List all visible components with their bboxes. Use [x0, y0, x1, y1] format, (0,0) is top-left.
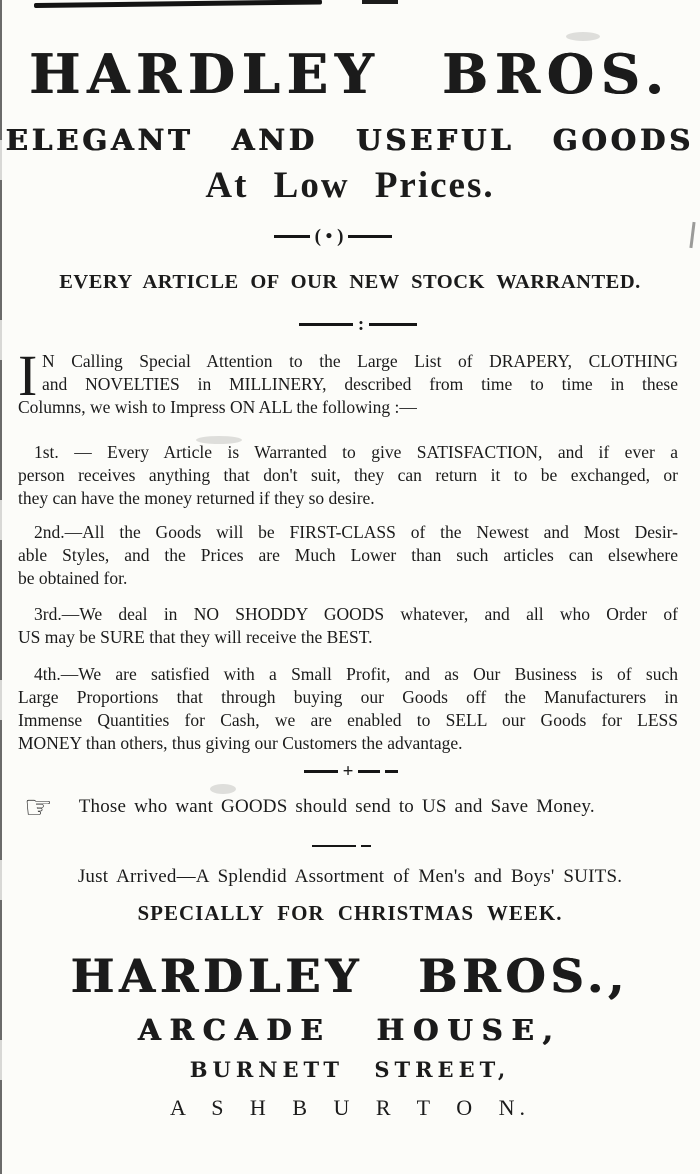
point-line: MONEY than others, thus giving our Customers the advantage.: [18, 733, 463, 753]
manicule-notice: [24, 788, 674, 826]
point-line: be obtained for.: [18, 568, 128, 588]
drop-cap: I: [18, 343, 38, 408]
intro-line: and NOVELTIES in MILLINERY, described from time to time in these: [42, 374, 678, 394]
footer-advertiser-name: HARDLEY BROS.,: [70, 949, 630, 1003]
rule-plus-symbol: +: [342, 761, 354, 782]
footer-building-name: ARCADE HOUSE,: [138, 1013, 562, 1047]
point-3-paragraph: [18, 603, 678, 649]
ornamental-rule-plus: [296, 762, 406, 781]
rule-colon-symbol: :: [357, 314, 365, 335]
rule-line: [274, 235, 310, 238]
ornamental-rule-dot: [268, 227, 398, 246]
rule-line: [348, 235, 392, 238]
rule-line: [369, 323, 417, 326]
intro-line: Columns, we wish to Impress ON ALL the following :—: [18, 397, 417, 417]
rule-line: [299, 323, 353, 326]
point-line: Large Proportions that through buying our Goods off the Manufacturers in: [18, 687, 678, 707]
point-line: 1st. — Every Article is Warranted to give SATISFACTION, and if ever a: [34, 442, 678, 462]
point-2-paragraph: [18, 521, 678, 590]
footer-street-name: BURNETT STREET,: [189, 1057, 511, 1082]
low-prices-tagline: At Low Prices.: [205, 165, 495, 206]
print-smudge: [566, 32, 600, 41]
christmas-week-line: SPECIALLY FOR CHRISTMAS WEEK.: [137, 901, 563, 925]
footer-town-name: A S H B U R T O N.: [170, 1095, 530, 1120]
ornamental-rule-colon: [296, 315, 420, 334]
rule-line: [304, 770, 338, 773]
top-rule: [34, 0, 322, 8]
point-line: 4th.—We are satisfied with a Small Profit, and as Our Business is of such: [34, 664, 678, 684]
rule-line: [361, 845, 371, 847]
scan-mark-right: [689, 222, 695, 248]
intro-line: N Calling Special Attention to the Large List of DRAPERY, CLOTHING: [42, 351, 678, 371]
point-line: able Styles, and the Prices are Much Lower than such articles can elsewhere: [18, 545, 678, 565]
point-line: 3rd.—We deal in NO SHODDY GOODS whatever, and all who Order of: [34, 604, 678, 624]
intro-paragraph: [18, 343, 678, 419]
rule-line: [312, 845, 356, 847]
warranty-line: EVERY ARTICLE OF OUR NEW STOCK WARRANTED.: [59, 271, 641, 293]
advertiser-name-headline: HARDLEY BROS.: [29, 42, 671, 106]
notice-text: Those who want GOODS should send to US and Save Money.: [78, 796, 595, 817]
point-4-paragraph: [18, 663, 678, 755]
point-line: Immense Quantities for Cash, we are enabled to SELL our Goods for LESS: [18, 710, 678, 730]
ornamental-rule-short: [306, 845, 376, 847]
manicule-icon: ☞: [24, 788, 53, 826]
rule-line: [385, 770, 398, 773]
point-line: 2nd.—All the Goods will be FIRST-CLASS of the Newest and Most Desir-: [34, 522, 678, 542]
just-arrived-line: Just Arrived—A Splendid Assortment of Men's and Boys' SUITS.: [77, 866, 623, 887]
goods-subtitle: ELEGANT AND USEFUL GOODS: [5, 123, 695, 157]
rule-dot-symbol: ( • ): [314, 226, 344, 247]
point-line: they can have the money returned if they so desire.: [18, 488, 375, 508]
top-rule-segment: [362, 0, 398, 4]
point-line: US may be SURE that they will receive the BEST.: [18, 627, 373, 647]
rule-line: [358, 770, 380, 773]
point-line: person receives anything that don't suit, they can return it to be exchanged, or: [18, 465, 678, 485]
point-1-paragraph: [18, 441, 678, 510]
